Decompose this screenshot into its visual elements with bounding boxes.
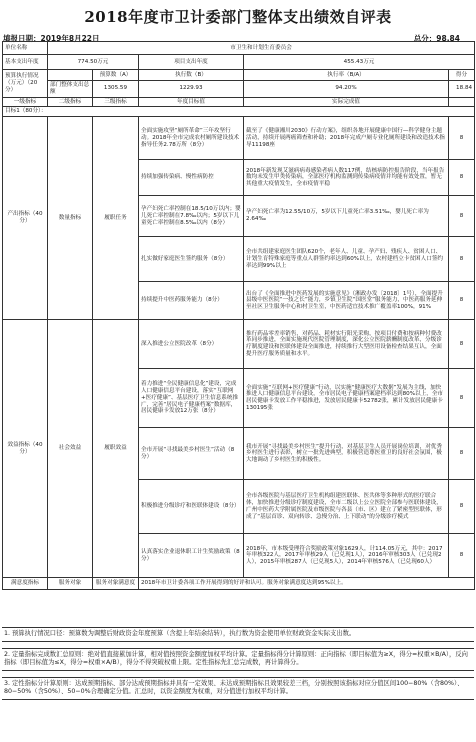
basic-label: 基本支出年度 [3, 55, 48, 70]
row-score: 8 [449, 282, 475, 320]
col-score: 得分 [449, 70, 475, 81]
effect-level2: 社会效益 [48, 320, 93, 578]
level-header-row [3, 97, 475, 107]
row-score: 8 [449, 428, 475, 480]
row-actual: 推行药品零差率销售，对药品、耗材实行阳光采购，按项目付费和按病种付费改革同步推进，全面实施现代医院管理制度，深化公立医院薪酬制度改革，分级诊疗制度建设和医联体建设全面推进，持续推行大型医用设备检查结果互认，全面提升医疗服务质量和水平。 [244, 320, 449, 369]
effect-indicator: 效益指标（40分） [3, 320, 48, 578]
table-row [3, 320, 475, 369]
goal-row [3, 107, 475, 117]
row-actual: 出台了《全面推进中医药发展的实施意见》（湘政办发〔2018〕1号），全面提升县级中医医院“一技之长”能力，乡镇卫生院“国医堂”服务能力，中医药服务延伸至社区卫生服务中心和村卫生室，中医药适宜技术推广覆盖率100%，91% [244, 282, 449, 320]
row-target: 着力推进“全民健康信息化”建设，完成人口健康信息平台建设，落实“互联网+医疗健康”、基层医疗卫生信息系统推广，完善“居民电子健康档案”数据库，居民健康卡发放12万张（8分） [139, 369, 244, 428]
budget-value-row [3, 81, 475, 98]
page-title: 2018年度市卫计委部门整体支出绩效自评表 [84, 8, 392, 26]
project-value: 455.43万元 [244, 55, 475, 70]
output-level3: 履职任务 [93, 117, 139, 320]
amount-row [3, 55, 475, 70]
note-item: 3. 定性指标分计算原则：达成预期指标、部分达成预期指标并具有一定效果、未达成预期指标且效果较差三档，分别按照该指标对应分值区间100−80%（含80%）、80−50%（含50%）、50−0%合理确定分值。汇总时，以资金额度为权重，对分值进行加权平均计算。 [2, 677, 474, 700]
satisfaction-level3: 服务对象满意度 [93, 578, 139, 590]
row-target: 积极推进分级诊疗和医联体建设（8分） [139, 480, 244, 534]
goal-line: 目标1（80分）： [3, 107, 475, 117]
row-actual: 截至了《健康湘川2030》行动方案》，组织各地开展健康中国行—科学健身主题活动，持续开展两癌筛查和补助；2018年完成户厕专业化厕所建设和改造技术指导11198座 [244, 117, 449, 160]
row-score: 8 [449, 196, 475, 237]
row-actual: 2018年，市本级受理符合奖励政策对象1629人，计114.05万元，其中：2017年审核322人，2017年审核29人（已兑现1人），2016年审核303人（已兑现2人），2015年审核287人（已兑现5人），2014年审核576人（已兑现60人） [244, 534, 449, 578]
col-budget: 预算数（A） [93, 70, 139, 81]
row-score: 8 [449, 320, 475, 369]
row-target: 全面实施攻坚“厕所革命”三年攻坚行动。2018年全市完成农村厕所建设技术指导任务2.78万所（8分） [139, 117, 244, 160]
unit-value: 市卫生和计划生育委员会 [48, 42, 475, 55]
row-score: 8 [449, 369, 475, 428]
notes-section [2, 627, 474, 700]
row-actual: 我市开展“寻找最美乡村医生”提升行动，对基层卫生人员开展岗位培训，对优秀乡村医生进行表彰，树立一批先进典型，积极营造尊医重卫的良好社会氛围，极大地调动了乡村医生的积极性。 [244, 428, 449, 480]
satisfaction-indicator: 满意度指标 [3, 578, 48, 590]
row-actual: 全面实施“互联网+医疗健康”行动，以实施“健康医疗大数据”发展为主线，加快推进人口健康信息平台建设，全市居民电子健康档案建档率达到80%以上，全市居民健康卡发放工作平稳推进，发放居民健康卡52782张，累计发放居民健康卡130195张 [244, 369, 449, 428]
satisfaction-level2: 服务对象 [48, 578, 93, 590]
table-row [3, 117, 475, 160]
budget-header-row [3, 70, 475, 81]
basic-value: 774.50万元 [48, 55, 139, 70]
satisfaction-text: 2018年市卫计委各项工作开展得到的好评和认可。服务对象满意度达到95%以上。 [139, 578, 475, 590]
score-value: 18.84 [449, 81, 475, 98]
row-target: 深入推进公立医院改革（8分） [139, 320, 244, 369]
target-header: 年度目标值 [139, 97, 244, 107]
effect-level3: 履职效益 [93, 320, 139, 578]
lvl2-header: 二级指标 [48, 97, 93, 107]
completion-header: 实际完成值 [244, 97, 449, 107]
rate-value: 94.20% [244, 81, 449, 98]
col-rate: 执行率（B/A） [244, 70, 449, 81]
row-target: 全市开展“寻找最美乡村医生”活动（8分） [139, 428, 244, 480]
lvl1-header: 一级指标 [3, 97, 48, 107]
row-target: 孕产妇死亡率控制在18.5/10万以内；婴儿死亡率控制在7.8‰以内；5岁以下儿童死亡率控制在8.5‰以内（8分） [139, 196, 244, 237]
col-exec: 执行数（B） [139, 70, 244, 81]
exec-value: 1229.93 [139, 81, 244, 98]
row-actual: 2018年新发现艾滋病病毒感染者病人数117例，结核病防控报告阶段，当年报告数均未发生甲类传染病，全部医疗机构监测到传染病疫情并均能有效处置，暂无其他重大疫情发生，全市疫情平稳 [244, 160, 449, 196]
row-actual: 全市共组建家庭医生团队620个，老年人、儿童、孕产妇、残疾人、贫困人口、计划生育特殊家庭等重点人群签约率达到60%以上，农村建档立卡贫困人口签约率达到99%以上 [244, 237, 449, 282]
row-target: 扎实做好家庭医生签约服务（8分） [139, 237, 244, 282]
evaluation-table [2, 41, 475, 590]
budget-value: 1305.59 [93, 81, 139, 98]
row-score: 8 [449, 160, 475, 196]
row-target: 认真落实企业退休职工计生奖励政策（8分） [139, 534, 244, 578]
output-level2: 数量指标 [48, 117, 93, 320]
row-actual: 孕产妇死亡率为12.55/10万，5岁以下儿童死亡率3.51‰，婴儿死亡率为2.64‰ [244, 196, 449, 237]
unit-label: 单位名称 [3, 42, 48, 55]
row-target: 持续提升中医药服务能力（8分） [139, 282, 244, 320]
fill-date: 填报日期：2019年8月22日 [3, 34, 100, 43]
project-label: 项目支出年度 [139, 55, 244, 70]
note-item: 2. 定量指标完成数汇总原则：绝对值直接累加计算，相对值按照资金额度加权平均计算。定量指标得分计算原则：正向指标（即目标值为≥X，得分=权重×B/A），反向指标（即目标值为≤X，得分=权重×A/B），得分不得突破权重上限。定性指标先汇总完成数，再计算得分。 [2, 648, 474, 671]
row-score: 8 [449, 117, 475, 160]
dept-label: 部门整体支出总额 [48, 81, 93, 98]
row-score: 8 [449, 480, 475, 534]
row-score: 8 [449, 534, 475, 578]
total-score: 总分：98.84 [413, 34, 460, 43]
unit-row [3, 42, 475, 55]
row-score: 8 [449, 237, 475, 282]
lvl3-header: 三级指标 [93, 97, 139, 107]
satisfaction-row [3, 578, 475, 590]
note-item: 1. 预算执行情况口径：预算数为调整后财政资金年度预算（含提上年结余结转），执行数为资金使用单位财政资金实际支出数。 [2, 627, 474, 642]
row-actual: 全市各级医院与基层医疗卫生机构组建医联体、医共体等多种形式的医疗联合体，加快推进分级诊疗制度建设，全市二级以上公立医院全部参与医联体建设，广州中医药大学附属医院及市级医院与各县（市、区）建立了紧密型医联体，形成了“基层首诊、双向转诊、急慢分治、上下联动”的分级诊疗模式 [244, 480, 449, 534]
budget-label: 预算执行情况（万元）（20分） [3, 70, 48, 98]
row-target: 持续加强传染病、慢性病防控 [139, 160, 244, 196]
output-indicator: 产出指标（40分） [3, 117, 48, 320]
